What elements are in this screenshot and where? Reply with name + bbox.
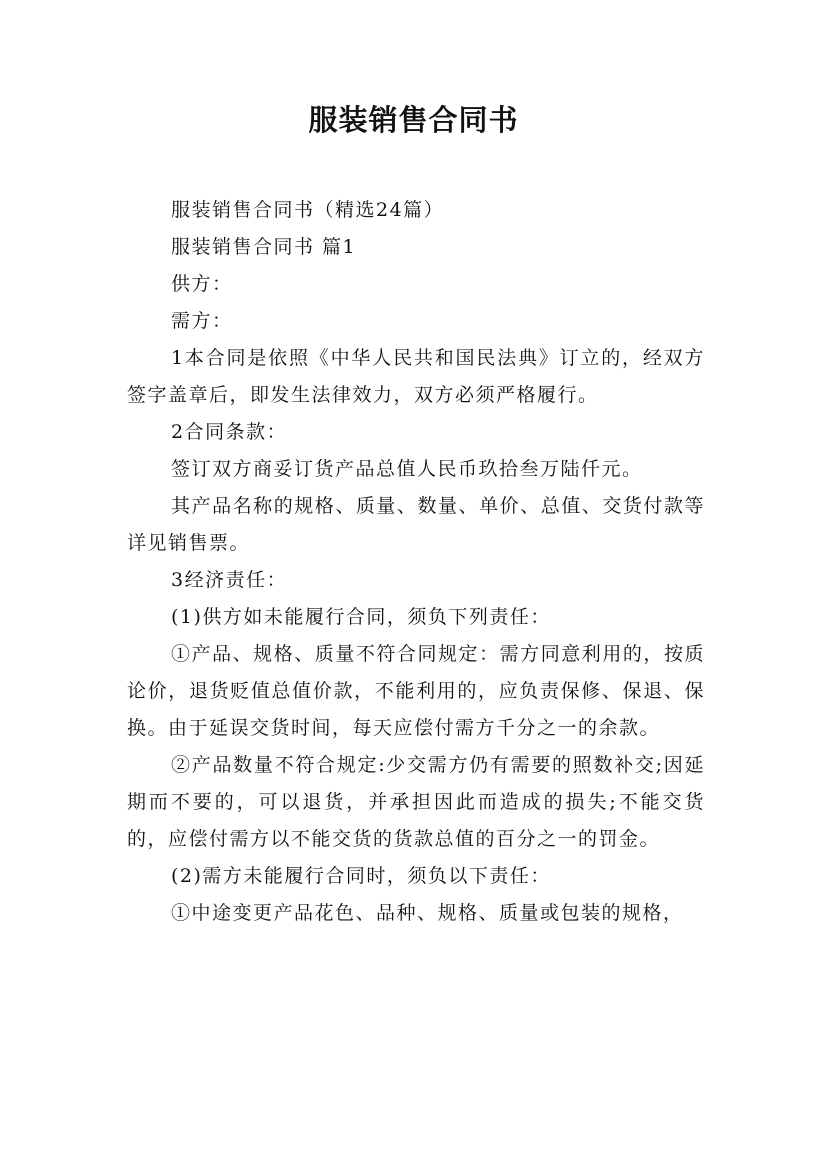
document-body: [127, 192, 705, 932]
paragraph-quantity-liability: ②产品数量不符合规定:少交需方仍有需要的照数补交;因延期而不要的，可以退货，并承担因此而造成的损失;不能交货的，应偿付需方以不能交货的货款总值的百分之一的罚金。: [127, 754, 705, 850]
paragraph-section-heading: 服装销售合同书 篇1: [171, 236, 357, 258]
paragraph-buyer-liability: (2)需方未能履行合同时，须负以下责任：: [171, 865, 551, 887]
paragraph-subtitle: 服装销售合同书（精选24篇）: [171, 199, 445, 221]
paragraph-supplier-liability: (1)供方如未能履行合同，须负下列责任：: [171, 606, 551, 628]
document-title: 服装销售合同书: [308, 103, 519, 137]
paragraph-clause-2-heading: 2合同条款：: [171, 421, 288, 443]
paragraph-change-liability: ①中途变更产品花色、品种、规格、质量或包装的规格，: [171, 902, 684, 924]
paragraph-buyer: 需方：: [171, 310, 233, 332]
paragraph-clause-3-heading: 3经济责任：: [171, 569, 288, 591]
paragraph-supplier: 供方：: [171, 273, 233, 295]
paragraph-product-details: 其产品名称的规格、质量、数量、单价、总值、交货付款等详见销售票。: [127, 495, 705, 554]
paragraph-total-value: 签订双方商妥订货产品总值人民币玖拾叁万陆仟元。: [171, 458, 643, 480]
paragraph-clause-1: 1本合同是依照《中华人民共和国民法典》订立的，经双方签字盖章后，即发生法律效力，双方必须严格履行。: [127, 347, 705, 406]
paragraph-quality-liability: ①产品、规格、质量不符合同规定：需方同意利用的，按质论价，退货贬值总值价款，不能利用的，应负责保修、保退、保换。由于延误交货时间，每天应偿付需方千分之一的余款。: [127, 643, 705, 739]
